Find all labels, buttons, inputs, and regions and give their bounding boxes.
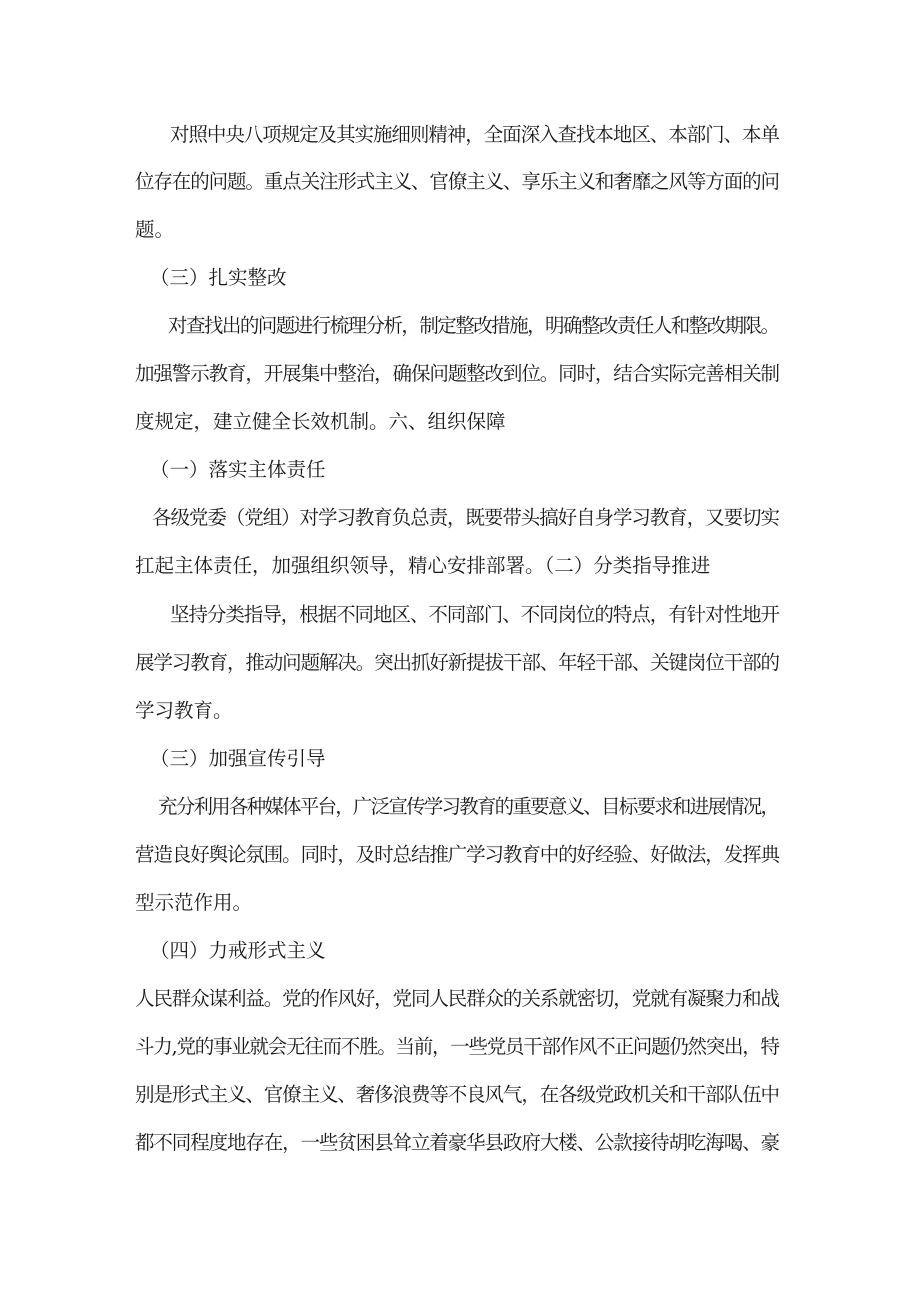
text-line: 对照中央八项规定及其实施细则精神，全面深入查找本地区、本部门、本单 [170, 123, 779, 146]
section-heading: （四）力戒形式主义 [150, 939, 326, 962]
text-line: 学习教育。 [135, 699, 233, 722]
section-heading: （一）落实主体责任 [150, 458, 326, 481]
text-line: 人民群众谋利益。党的作风好，党同人民群众的关系就密切，党就有凝聚力和战 [135, 987, 779, 1010]
text-line: 扛起主体责任，加强组织领导，精心安排部署。（二）分类指导推进 [135, 554, 711, 577]
section-heading: （三）加强宣传引导 [150, 747, 326, 770]
text-line: 型示范作用。 [135, 891, 253, 914]
section-heading: （三）扎实整改 [150, 266, 287, 289]
text-line: 加强警示教育，开展集中整治，确保问题整改到位。同时，结合实际完善相关制 [135, 362, 779, 385]
text-line: 对查找出的问题进行梳理分析，制定整改措施，明确整改责任人和整改期限。 [168, 314, 779, 337]
text-line: 题。 [135, 218, 175, 241]
text-line: 营造良好舆论氛围。同时，及时总结推广学习教育中的好经验、好做法，发挥典 [135, 843, 779, 866]
text-line: 位存在的问题。重点关注形式主义、官僚主义、享乐主义和奢靡之风等方面的问 [135, 170, 779, 193]
text-line: 各级党委（党组）对学习教育负总责，既要带头搞好自身学习教育，又要切实 [152, 506, 779, 529]
text-line: 坚持分类指导，根据不同地区、不同部门、不同岗位的特点，有针对性地开 [170, 603, 779, 626]
text-line: 充分利用各种媒体平台，广泛宣传学习教育的重要意义、目标要求和进展情况， [158, 795, 779, 818]
text-line: 展学习教育，推动问题解决。突出抓好新提拔干部、年轻干部、关键岗位干部的 [135, 651, 779, 674]
text-line: 别是形式主义、官僚主义、奢侈浪费等不良风气，在各级党政机关和干部队伍中 [135, 1083, 779, 1106]
text-line: 斗力,党的事业就会无往而不胜。当前，一些党员干部作风不正问题仍然突出，特 [135, 1035, 779, 1058]
text-line: 都不同程度地存在，一些贫困县耸立着豪华县政府大楼、公款接待胡吃海喝、豪 [135, 1131, 779, 1154]
text-line: 度规定，建立健全长效机制。六、组织保障 [135, 410, 506, 433]
